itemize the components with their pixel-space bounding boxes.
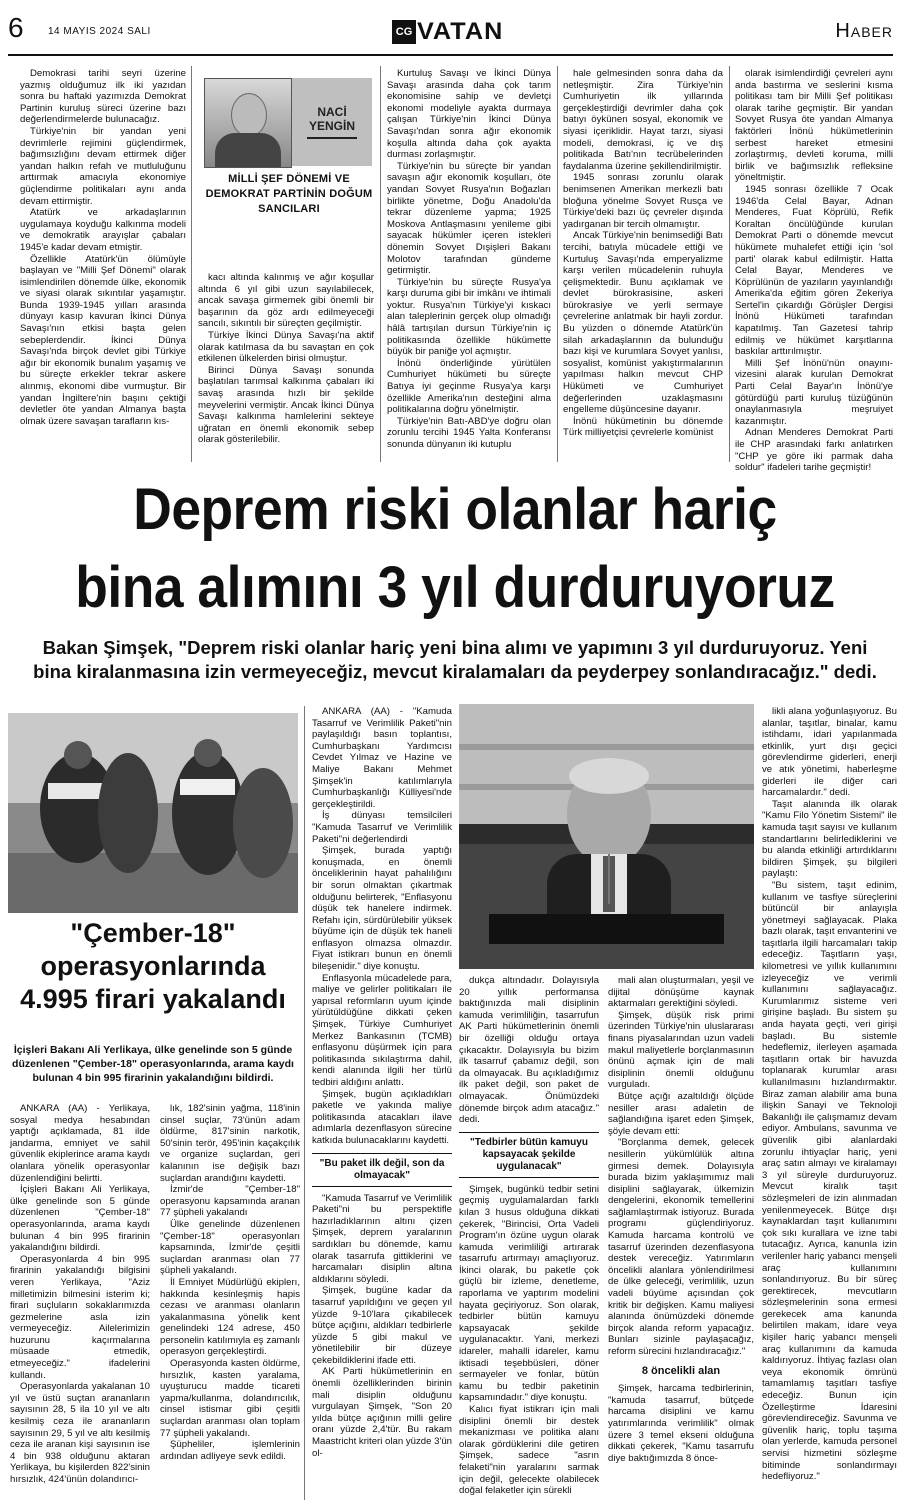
author-underline — [307, 137, 357, 139]
paragraph: likli alana yoğunlaşıyoruz. Bu alanlar, taşıtlar, binalar, kamu istihdamı, idari yapılanmada etkinlik, yurt dışı geçici görevlendirme giderleri, enerji ve atık yönetimi, haberleşme giderleri ile diğer cari harcamalardır." dedi. — [762, 706, 897, 799]
page-number: 6 — [8, 12, 24, 43]
paragraph: olarak isimlendirdiği çevreleri aynı anda bastırma ve seslerini kısma politikası tam bir Milli Şef politikası olarak tarihe geçmiştir. Bir yandan Sovyet Rusya öte yandan Almanya faktörleri İnönü hükümetlerinin serbest hareket etmesini zorlaştırmış, devleti koruma, milli birlik ve bağımsızlık refleksine yöneltmiştir. — [735, 68, 893, 184]
box-heading-1: "Bu paket ilk değil, son da olmayacak" — [312, 1153, 452, 1187]
opinion-title: MİLLİ ŞEF DÖNEMİ VE DEMOKRAT PARTİNİN DOĞUM SANCILARI — [205, 173, 373, 215]
side-subtitle: İçişleri Bakanı Ali Yerlikaya, ülke genelinde son 5 günde düzenlenen "Çember-18" operasyonlarında, arama kaydı bulunan 4 bin 995 firarinin yakalandığını bildirdi. — [12, 1044, 294, 1084]
section-label: Haber — [835, 20, 893, 42]
paragraph: İzmir'de "Çember-18" operasyonu kapsamında aranan 77 şüpheli yakalandı — [160, 1184, 300, 1219]
paragraph: Atatürk ve arkadaşlarının uygulamaya koyduğu kalkınma modeli ve demokratik arayışlar çabaları 1945'e kadar devam etmiştir. — [20, 207, 186, 253]
main-column-a — [312, 706, 452, 1500]
main-col-c-text — [608, 975, 754, 1358]
main-col-d-text — [762, 706, 897, 1483]
author-photo — [204, 78, 292, 168]
box-heading-3: 8 öncelikli alan — [641, 1364, 721, 1377]
paragraph: Birinci Dünya Savaşı sonunda başlatılan tarımsal kalkınma çabaları iki savaş arasında hızlı bir şekilde meyvelerini vermiştir. Ancak İkinci Dünya Savaşı kalkınma hamlelerini sekteye uğratan en önemli ekonomik sebep olarak gösterilebilir. — [198, 364, 374, 446]
opinion-column-1 — [20, 68, 186, 460]
paragraph: Şimşek, burada yaptığı konuşmada, en önemli önceliklerinin hayat pahalılığını bir sorun olmaktan çıkartmak olduğunu belirterek, "Enflasyonu düşük tek hanelere indirmek. Refahı için, sürdürülebilir yüksek büyüme için de düşük tek haneli enflasyon olmazsa olmazdır. Fiyat istikrarı bunun en önemli bileşenidir." diye konuştu. — [312, 845, 452, 973]
paragraph: ANKARA (AA) - "Kamuda Tasarruf ve Verimlilik Paketi"nin paylaşıldığı basın toplantısı, Cumhurbaşkanı Yardımcısı Cevdet Yılmaz ve Hazine ve Maliye Bakanı Mehmet Şimşek'in katılımlarıyla Cumhurbaşkanlığı Külliyesi'nde gerçekleştirildi. — [312, 706, 452, 810]
paragraph: Türkiye İkinci Dünya Savaşı'na aktif olarak katılmasa da bu savaştan en çok etkilenen ülkelerden birisi olmuştur. — [198, 329, 374, 365]
logo-text: VATAN — [416, 18, 504, 45]
paragraph: Operasyonlarda yakalanan 10 yıl ve üstü suçtan arananların sayısının 28, 5 ila 10 yıl ve altı kesilmiş ceza ile arananların sayısının 29, 5 yıl ve altı kesilmiş ceza ile aranan kişi sayısının ise 4 bin 938 olduğunu aktaran Yerlikaya, bu kişilerden 822'sinin hırsızlık, 424'ünün dolandırıcı- — [10, 1381, 150, 1485]
opinion-column-2 — [198, 272, 374, 462]
paragraph: Şimşek, bugün açıkladıkları paketle ve yakında maliye politikasında atacakları ilave adımlarla dezenflasyon sürecine katkıda bulunacaklarını kaydetti. — [312, 1088, 452, 1146]
main-col-c2-text — [608, 1383, 754, 1464]
author-name — [292, 78, 372, 166]
column-divider — [304, 706, 305, 1500]
headline-line-1: Deprem riski olanlar hariç — [133, 477, 777, 542]
main-col-a-text — [312, 706, 452, 1147]
paragraph: Taşıt alanında ilk olarak "Kamu Filo Yönetim Sistemi" ile kamuda taşıt sayısı ve kullanım standartlarını belirlediklerini ve bu alanda etkinliği artırdıklarını bildiren Şimşek, şu bilgileri paylaştı: — [762, 798, 897, 880]
paragraph: Adnan Menderes Demokrat Parti ile CHP arasındaki farkı anlatırken "CHP ye göre iki parmak daha soldur" ifadeleri tarihe geçmiştir! — [735, 427, 893, 474]
paragraph: İçişleri Bakanı Ali Yerlikaya, ülke genelinde son 5 günde düzenlenen "Çember-18" operasyonlarında, arama kaydı bulunan 4 bin 995 firarinin yakalandığını bildirdi. — [10, 1184, 150, 1254]
paragraph: Türkiye'nin Batı-ABD'ye doğru olan zorunlu tercihi 1945 Yalta Konferansı sonunda dünyanın iki kutuplu — [387, 415, 551, 450]
author-first-name: NACİ — [317, 105, 347, 119]
minister-photo — [459, 704, 754, 969]
paragraph: Enflasyonla mücadelede para, maliye ve gelirler politikaları ile yapısal reformların uyum içinde yürütüldüğüne dikkati çeken Şimşek, Türkiye Cumhuriyet Merkez Bankasının (TCMB) enflasyonu düşürmek için para politikasında sıkılaştırma dahil, kendi alanında ilgili her türlü tedbiri aldığını anlattı. — [312, 972, 452, 1088]
paragraph: lık, 182'sinin yağma, 118'inin cinsel suçlar, 73'ünün adam öldürme, 817'sinin narkotik, 50'sinin terör, 495'inin kaçakçılık ve organize suçlardan, geri kalanının ise değişik bazı suçlardan arandığını kaydetti. — [160, 1103, 300, 1184]
paragraph: Kalıcı fiyat istikrarı için mali disiplini önemli bir destek mekanizması ve politika alanı olarak gördüklerini dile getiren Şimşek, sadece "asrın felaketi"nin yaralarını sarmak için değil, gelecekte olabilecek doğal felaketler için sürekli — [459, 1404, 599, 1497]
paragraph: Operasyonlarda 4 bin 995 firarinin yakalandığı bilgisini veren Yerlikaya, "Aziz milletimizin bilmesini isterim ki; firari suçluların sokaklarımızda gezmelerine asla izin vermeyeceğiz. Ailelerimizin huzurunu kaçırmalarına müsaade etmedik, etmeyeceğiz." ifadelerini kullandı. — [10, 1253, 150, 1381]
side-col1-text — [10, 1103, 150, 1486]
paragraph: Kurtuluş Savaşı ve İkinci Dünya Savaşı arasında daha çok tarım ekonomisine sahip ve devletçi ekonomi modeliyle ayakta durmaya çalışan Türkiye'nin İkinci Dünya Savaşı'ndan sonra ağır ekonomik koşulla altında daha çok ayakta durması zorlaşmıştır. — [387, 68, 551, 161]
paragraph: Şimşek, bugüne kadar da tasarruf yapıldığını ve geçen yıl yüzde 9-10'lara çıkabilecek bütçe açığını, aldıkları tedbirlerle yüzde 5 gibi makul ve yönetilebilir bir düzeye çekebildiklerini ifade etti. — [312, 1285, 452, 1366]
opinion-col1-text — [20, 68, 186, 427]
side-column-2 — [160, 1103, 300, 1501]
opinion-col5-text — [735, 68, 893, 474]
paragraph: dukça altındadır. Dolayısıyla 20 yıllık performansa baktığınızda mali disiplinin kamuda verimliliğin, tasarrufun AK Parti hükümetlerinin önemli bir özelliği olduğu ortaya çıkacaktır. Dolayısıyla bu bizim ilk tasarruf çabamız değil, son da olmayacak. Bu açıkladığımız ilk paket değil, son paket de olmayacak. Önümüzdeki dönemde birçok adım atacağız." dedi. — [459, 975, 599, 1126]
main-column-d — [762, 706, 897, 1500]
paragraph: Milli Şef İnönü'nün onayını- vizesini alarak kurulan Demokrat Parti Celal Bayar'ın İnönü'ye götürdüğü parti kuruluş tüzüğünün onaylanmasıyla meşruiyet kazanmıştır. — [735, 357, 893, 427]
paragraph: Türkiye'nin bu süreçte bir yandan savaşın ağır ekonomik koşulları, öte yandan Sovyet Rusya'nın Boğazları birlikte yönetme, Doğu Anadolu'da tekrar düzenleme yapma; 1925 Moskova Antlaşmasını yenileme gibi sayacak hükümler içeren istekleri dönemin Sovyet Dışişleri Bakanı Molotov tarafından gündeme getirmiştir. — [387, 160, 551, 277]
paragraph: Şimşek, düşük risk primi üzerinden Türkiye'nin uluslararası finans piyasalarından uzun vadeli makul maliyetlerle borçlanmasının önünü açmak için de mali disiplinin önemli olduğunu vurguladı. — [608, 1009, 754, 1091]
main-col-b2-text — [459, 1184, 599, 1497]
paragraph: Operasyonda kasten öldürme, hırsızlık, kasten yaralama, uyuşturucu madde ticareti yapma/kullanma, dolandırıcılık, cinsel istismar gibi çeşitli suçlardan aranması olan toplam 77 şüpheli yakalandı. — [160, 1358, 300, 1439]
author-last-name: YENGİN — [308, 119, 355, 133]
paragraph: 1945 sonrası özellikle 7 Ocak 1946'da Celal Bayar, Adnan Menderes, Fuat Köprülü, Refik Koraltan öncülüğünde kurulan Demokrat Parti o dönemde mevcut hükümete muhalefet ettiği için 'sol parti' olarak kabul edilmiştir. Hatta Celal Bayar, Menderes ve Köprülünün de yazıların yayınlandığı Amerika'da eğitim gören Zekeriya Sertel'in çıkardığı Görüşler Dergisi İnönü Hükümeti tarafından kapatılmış. Tan Gazetesi tahrip edilmiş ve hükümet karşıtlarına baskılar arttırılmıştır. — [735, 183, 893, 358]
paragraph: Türkiye'nin bir yandan yeni devrimlerle rejimini güçlendirmek, bağımsızlığını devam ettirmek diğer yandan halkın refah ve mutluluğunu arttırmak amacıyla ekonomiye güçlendirme politikaları aynı anda devam ettirmiştir. — [20, 125, 186, 207]
paragraph: Ülke genelinde düzenlenen "Çember-18" operasyonları kapsamında, İzmir'de çeşitli suçlardan aranması olan 77 şüpheli yakalandı. — [160, 1218, 300, 1277]
paragraph: İl Emniyet Müdürlüğü ekiplerı, hakkında kesinleşmiş hapis cezası ve aranması olanların yakalanmasına yönelik kent genelindeki 124 adrese, 450 personelin katılımıyla eş zamanlı operasyon gerçekleştirdi. — [160, 1276, 300, 1358]
side-title-line-2: operasyonlarında — [40, 951, 266, 981]
column-divider — [729, 66, 730, 462]
issue-date: 14 MAYIS 2024 SALI — [48, 26, 151, 37]
headline-line-2: bina alımını 3 yıl durduruyoruz — [75, 555, 835, 620]
paragraph: AK Parti hükümetlerinin en önemli özelliklerinden birinin mali disiplin olduğunu vurgulayan Şimşek, "Son 20 yılda bütçe açığının milli gelire oranı yüzde 2,4'tür. Bu rakam Maastricht kriteri olan yüzde 3'ün ol- — [312, 1366, 452, 1459]
paragraph: "Bu sistem, taşıt edinim, kullanım ve tasfiye süreçlerini bütüncül bir anlayışla yönetmeyi sağlayacak. Plaka bazlı olarak, taşıt envanterini ve taşıtlarla ilgili harcamaları takip edeceğiz. Taşıtların yaşı, kilometresi ve yıllık kullanımını izleyeceğiz ve verimli kullanımını sağlayacağız. Kurumlarımız sisteme veri girişine başladı. Bu sistem şu anda hayata geçti, veri girişi başladı. Bu sistemle hedeflemiz, ilerleyen aşamada taşıtların ortak bir havuzda toplanarak kurumlar arası kullanılmasını hızlandırmaktır. Biraz zaman alabilir ama buna ilişkin Sanayi ve Teknoloji Bakanlığı ile çalışmamız devam ediyor. Ambulans, savunma ve güvenlik gibi alanlardaki zorunlu ihtiyaçlar hariç, yeni araç satın almayı ve kiralamayı 3 yıl süreyle durduruyoruz. Mevcut kiralık taşıt sözleşmeleri de izin alınmadan yenilenmeyecek. Bütçe dışı kaynaklardan taşıt kullanımını çok sıkı kurallara ve izne tabi tutacağız. Ayrıca, kanunla izin verilenler hariç yabancı menşeli araç kullanımını sonlandırıyoruz. Bu bir süreç gerektirecek, mevcutların sözleşmelerinin sona ermesi gerekecek ama kanunda belirtilen makam, idare veya kişiler hariç yabancı menşeli araç kullanımını da kamuda kaldırıyoruz. İhtiyaç fazlası olan veya ekonomik ömrünü tamamlamış taşıtları tasfiye edeceğiz. Bunun için Özelleştirme İdaresini görevlendireceğiz. Savunma ve güvenlik hariç, toplu taşıma olan yerlerde, kamuda personel servisi hizmetini sözleşme bitiminde sonlandırmayı hedefliyoruz." — [762, 879, 897, 1483]
paragraph: Demokrasi tarihi seyri üzerine yazmış olduğumuz ilk iki yazıdan sonra bu haftaki yazımızda Demokrat Partinin kuruluş süreci üzerine bazı değerlendirmelerde bulunacağız. — [20, 68, 186, 126]
side-column-1 — [10, 1103, 150, 1501]
side-title-line-3: 4.995 firari yakalandı — [20, 984, 286, 1014]
side-title-line-1: "Çember-18" — [70, 918, 236, 948]
paragraph: kacı altında kalınmış ve ağır koşullar altında 6 yıl gibi uzun sayılabilecek, ancak savaşa girmemek gibi önemli bir başarının da göz ardı edilmeyeceği sancılı, sıkıntılı bir süreçten geçilmiştir. — [198, 272, 374, 330]
opinion-column-3 — [387, 68, 551, 462]
paragraph: Şüpheliler, işlemlerinin ardından adliyeye sevk edildi. — [160, 1439, 300, 1462]
paragraph: Özellikle Atatürk'ün ölümüyle başlayan ve "Milli Şef Dönemi" olarak isimlendirilen dönemde ülke, ekonomik ve siyasi olarak sıkıntılar yaşamıştır. Bunda 1939-1945 yılları arasında dünyayı kasıp kavuran İkinci Dünya Savaşı'nın etkisi başta gelen sebeplerdendir. İkinci Dünya Savaşı'nda birçok devlet gibi Türkiye ağır bir ekonomik bunalım yaşamış ve bu süreçte erkekler tekrar askere alınmış, ekonomi dibe vurmuştur. Bir yandan İngiltere'nin başını çektiği devletler öte yandan Almanya başta olmak üzere savaşan tarafların kıs- — [20, 253, 186, 427]
box-heading-2: "Tedbirler bütün kamuyu kapsayacak şekilde uygulanacak" — [459, 1132, 599, 1178]
paragraph: "Kamuda Tasarruf ve Verimlilik Paketi"ni bu perspektifle hazırladıklarının altını çizen Şimşek, deprem yaralarının sardıkları bu dönemde, kamu olarak tasarrufa gittiklerini ve harcamaları disiplin altına aldıklarını söyledi. — [312, 1192, 452, 1285]
author-box — [198, 72, 378, 252]
paragraph: Bütçe açığı azaltıldığı ölçüde nesiller arası adaletin de sağlandığına işaret eden Şimşek, şöyle devam etti: — [608, 1090, 754, 1137]
side-col2-text — [160, 1103, 300, 1462]
paragraph: İnönü hükümetinin bu dönemde Türk milliyetçisi çevrelerle komünist — [563, 415, 723, 439]
opinion-col2-text — [198, 272, 374, 446]
minister-photo-illustration — [459, 704, 754, 969]
author-body — [215, 133, 281, 167]
opinion-column-5 — [735, 68, 893, 474]
main-col-b-text — [459, 975, 599, 1126]
paragraph: Şimşek, harcama tedbirlerinin, "kamuda tasarruf, bütçede harcama disiplini ve kamu yatırımlarında verimlilik" olmak üzere 3 temel ekseni olduğuna dikkati çekerek, "Kamu tasarrufu diye baktığımızda 8 önce- — [608, 1383, 754, 1464]
paragraph: "Borçlanma demek, gelecek nesillerin yükümlülük altına girmesi demek. Dolayısıyla burada bizim yaklaşımımız mali disiplini sağlayarak, ülkemizin dengelerini, ekonomik temellerini sağlamlaştırmak istiyoruz. Burada programı güçlendiriyoruz. Kamuda harcama kontrolü ve tasarruf üzerinden dezenflasyona destek vereceğiz. Yatırımların öncelikli alanlara yönlendirilmesi de ülke geleceği, verimlilik, uzun vadeli büyüme açısından çok kritik bir değişken. Kamu maliyesi alanında önümüzdeki dönemde birçok alanda reform yapacağız. Bunları sizinle paylaşacağız, reform sürecini hızlandıracağız." — [608, 1137, 754, 1357]
column-divider — [557, 66, 558, 462]
header-rule — [8, 54, 893, 56]
newspaper-logo — [392, 18, 512, 46]
opinion-col4-text — [563, 68, 723, 439]
paragraph: İş dünyası temsilcileri "Kamuda Tasarruf ve Verimlilik Paketi"ni değerlendirdi — [312, 810, 452, 845]
paragraph: Türkiye'nin bu süreçte Rusya'ya karşı duruma gibi bir imkânı ve ihtimali yoktur. Rusya'nın Türkiye'yi kıskacı alan taleplerinin gerçek olup olmadığı hâlâ tartışılan dursun Türkiye'nin iç politikasında özellikle hükümette büyük bir paniğe yol açmıştır. — [387, 276, 551, 358]
column-divider — [191, 66, 192, 462]
opinion-col3-text — [387, 68, 551, 451]
subheadline: Bakan Şimşek, "Deprem riski olanlar hariç yeni bina alımı ve yapımını 3 yıl durduruyoruz. Yeni bina kiralanmasına izin vermeyeceğiz, mevcut kiralamaları da peyderpey sonlandıracağız." dedi. — [33, 637, 877, 682]
paragraph: Şimşek, bugünkü tedbir setini geçmiş uygulamalardan farklı kılan 3 husus olduğuna dikkati çekerek, "Birincisi, Orta Vadeli Program'ın özüne uygun olarak kamuda verimliliği artırarak tasarrufu artırmayı amaçlıyoruz. İkinci olarak, bu paketle çok güçlü bir izleme, denetleme, raporlama ve yaptırım modelini hayata geçiriyoruz. Son olarak, tedbirler bütün kamuyu kapsayacak şekilde uygulanacaktır. Yani, merkezi idareler, mahalli idareler, kamu iktisadi teşebbüsleri, döner sermayeler ve fonlar, bütün kamu bu tedbir paketinin kapsamındadır." diye konuştu. — [459, 1183, 599, 1404]
column-divider — [380, 66, 381, 462]
police-photo-illustration — [8, 713, 298, 913]
paragraph: Ancak Türkiye'nin benimsediği Batı tercihi, batıyla mücadele ettiği ve Kurtuluş Savaşı'nda emperyalizme karşı verilen mücadelenin ruhuyla çelişmektedir. Bunu açıklamak ve devlet bürokrasisine, askeri bürokrasiye ve yerli sermaye çevrelerine anlatmak bir hayli zordur. Bu yüzden o dönemde Atatürk'ün silah arkadaşlarının da bulunduğu bazı kişi ve kurumlara Sovyet yanlısı, sosyalist, komünist yakıştırmalarının yapılması halkın mevcut CHP Hükümeti ve Cumhuriyet değerlerinden uzaklaşmasını engelleme düşüncesine dayanır. — [563, 230, 723, 416]
paragraph: 1945 sonrası zorunlu olarak benimsenen Amerikan merkezli batı bloğuna yönelme Sovyet Rusça ve Türkiye'deki bazı üç çevreler dışında yadırganan bir tercih olmamıştır. — [563, 172, 723, 230]
main-column-c — [608, 975, 754, 1500]
paragraph: ANKARA (AA) - Yerlikaya, sosyal medya hesabından yaptığı açıklamada, 81 ilde jandarma, emniyet ve sahil güvenlik ekiplerince arama kaydı olanlara yönelik operasyonlar düzenlendiğini belirtti. — [10, 1103, 150, 1184]
police-photo — [8, 713, 298, 913]
opinion-column-4 — [563, 68, 723, 462]
paragraph: İnönü önderliğinde yürütülen Cumhuriyet hükümeti bu süreçte Batıya iyi geçinme Rusya'ya karşı özellikle Amerika'nın desteğini alma politikalarına doğru yönelmiştir. — [387, 357, 551, 416]
paragraph: mali alan oluşturmaları, yeşil ve dijital dönüşüme kaynak aktarmaları gerektiğini söyledi. — [608, 975, 754, 1010]
logo-mark-icon: CG — [392, 20, 416, 44]
main-col-a2-text — [312, 1193, 452, 1460]
paragraph: hale gelmesinden sonra daha da netleşmiştir. Zira Türkiye'nin Cumhuriyetin ilk yıllarında gerçekleştirdiği devrimler daha çok batıyı öykünen sosyal, ekonomik ve siyasi içeriklidir. Hayat tarzı, siyasi modeli, demokrasi, iç ve dış politikada Batı'nın tecrübelerinden faydalanma üzerine şekillendirilmiştir. — [563, 68, 723, 172]
main-column-b — [459, 975, 599, 1500]
author-face — [231, 93, 267, 137]
